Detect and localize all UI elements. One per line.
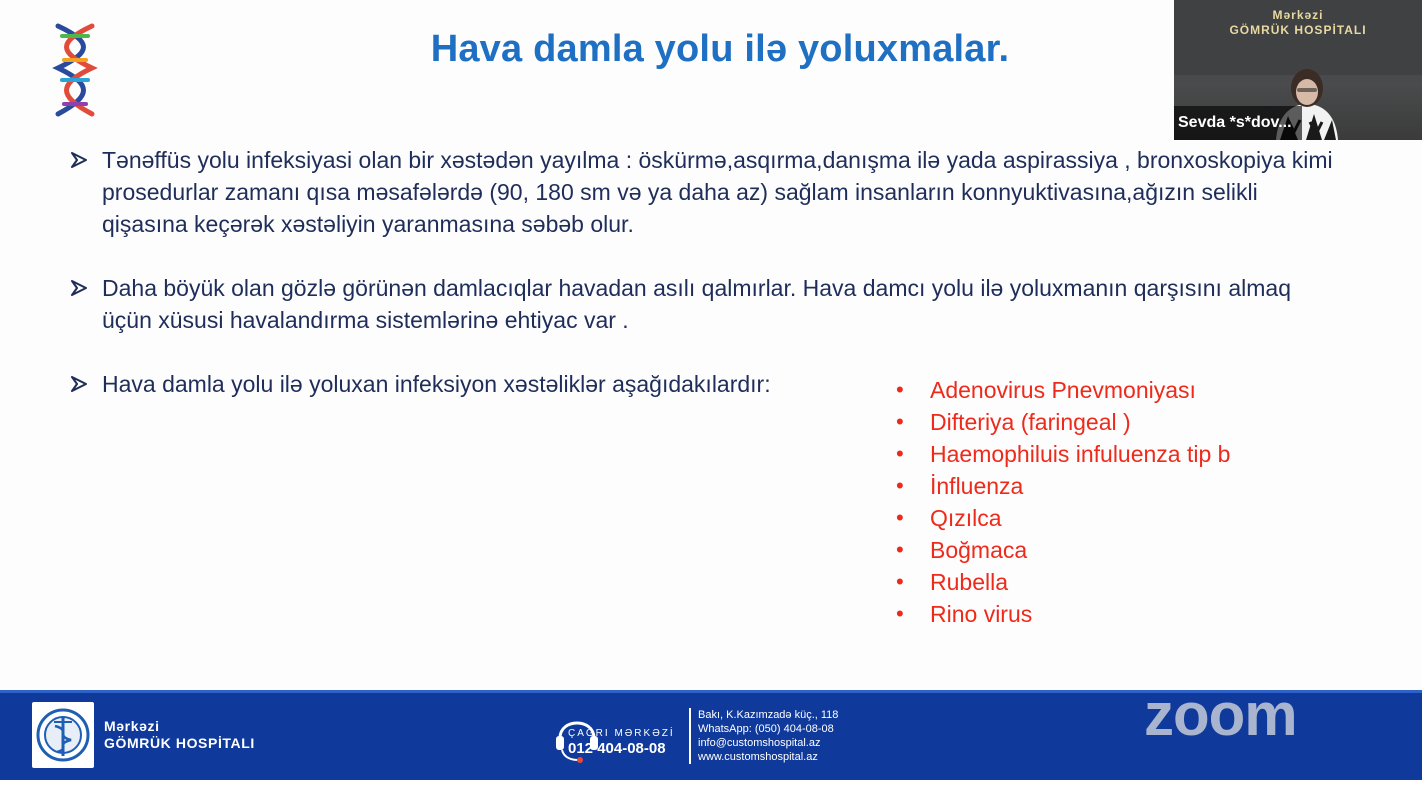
hospital-name <box>104 718 255 752</box>
disease-list <box>894 374 1314 630</box>
disease-label: Adenovirus Pnevmoniyası <box>930 377 1196 403</box>
disease-item <box>894 470 1314 502</box>
call-center-number: 012 404-08-08 <box>568 740 666 757</box>
disease-item <box>894 438 1314 470</box>
disease-item <box>894 406 1314 438</box>
bullet-text: Daha böyük olan gözlə görünən damlacıqlar havadan asılı qalmırlar. Hava damcı yolu ilə yoluxmanın qarşısını almaq üçün xüsusi havalandırma sistemlərinə ehtiyac var . <box>102 275 1291 333</box>
disease-label: Boğmaca <box>930 537 1028 563</box>
disease-label: Rubella <box>930 569 1008 595</box>
bullet-dot-icon: • <box>896 473 904 498</box>
disease-item <box>894 502 1314 534</box>
bullet-item <box>70 272 1342 336</box>
participant-video-tile[interactable] <box>1174 0 1422 140</box>
hospital-name-line1: Mərkəzi <box>104 718 160 734</box>
disease-label: Difteriya (faringeal ) <box>930 409 1131 435</box>
bullet-item <box>70 368 922 400</box>
slide-title: Hava damla yolu ilə yoluxmalar. <box>430 28 1010 70</box>
video-wall-logo-line2: GÖMRÜK HOSPİTALI <box>1229 23 1367 37</box>
footer-divider <box>689 708 691 764</box>
arrow-bullet-icon <box>70 370 90 398</box>
bullet-dot-icon: • <box>896 409 904 434</box>
disease-item <box>894 534 1314 566</box>
bullet-dot-icon: • <box>896 441 904 466</box>
disease-item <box>894 374 1314 406</box>
contact-website: www.customshospital.az <box>698 751 818 763</box>
bullet-item <box>70 144 1342 240</box>
disease-label: Rino virus <box>930 601 1033 627</box>
bottom-strip <box>0 780 1422 800</box>
bullet-dot-icon: • <box>896 569 904 594</box>
call-center-label: ÇAĞRI MƏRKƏZİ <box>568 728 675 739</box>
disease-label: İnfluenza <box>930 473 1024 499</box>
contact-whatsapp: WhatsApp: (050) 404-08-08 <box>698 723 834 735</box>
bullet-text: Tənəffüs yolu infeksiyasi olan bir xəstədən yayılma : öskürmə,asqırma,danışma ilə yada aspirassiya , bronxoskopiya kimi prosedurlar zamanı qısa məsafələrdə (90, 180 sm və ya daha az) sağlam insanların konnyuktivasına,ağızın selikli qişasına keçərək xəstəliyin yaranmasına səbəb olur. <box>102 147 1333 237</box>
zoom-watermark: zoom <box>1144 690 1297 748</box>
hospital-emblem-icon <box>32 702 94 768</box>
hospital-name-line2: GÖMRÜK HOSPİTALI <box>104 735 255 751</box>
footer-banner <box>0 690 1422 780</box>
disease-label: Qızılca <box>930 505 1002 531</box>
contact-email: info@customshospital.az <box>698 737 821 749</box>
contact-info <box>698 708 838 764</box>
bullet-dot-icon: • <box>896 601 904 626</box>
disease-item <box>894 598 1314 630</box>
disease-item <box>894 566 1314 598</box>
bullet-text: Hava damla yolu ilə yoluxan infeksiyon xəstəliklər aşağıdakılardır: <box>102 371 771 397</box>
participant-name-label: Sevda *s*dov... <box>1174 106 1302 140</box>
bullet-dot-icon: • <box>896 377 904 402</box>
disease-label: Haemophiluis infuluenza tip b <box>930 441 1231 467</box>
call-center <box>554 708 686 764</box>
contact-address: Bakı, K.Kazımzadə küç., 118 <box>698 709 839 721</box>
bullet-dot-icon: • <box>896 505 904 530</box>
video-wall-logo-line1: Mərkəzi <box>1272 8 1324 22</box>
arrow-bullet-icon <box>70 146 90 174</box>
bullet-dot-icon: • <box>896 537 904 562</box>
arrow-bullet-icon <box>70 274 90 302</box>
